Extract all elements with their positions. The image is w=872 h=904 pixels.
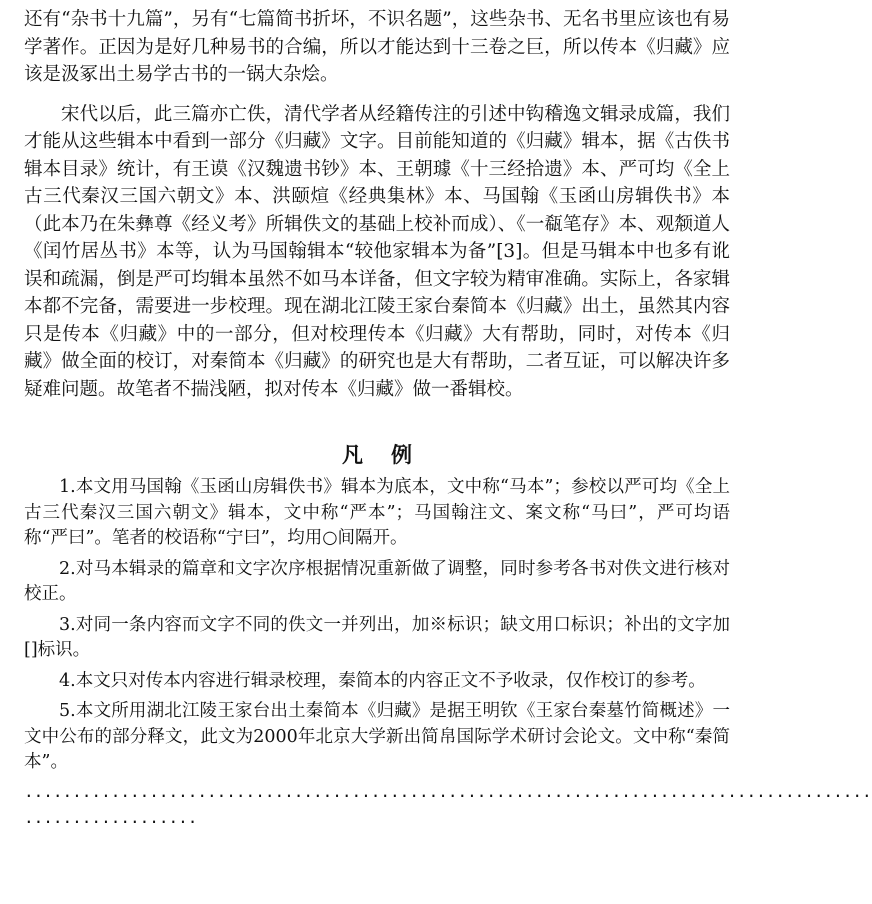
rule-item-1: 1.本文用马国翰《玉函山房辑佚书》辑本为底本，文中称“马本”；参校以严可均《全上古三代秦汉三国六朝文》辑本，文中称“严本”；马国翰注文、案文称“马曰”，严可均语称“严曰”。笔者的校语称“宁曰”，均用○间隔开。 bbox=[24, 477, 730, 548]
rule-item-5: 5.本文所用湖北江陵王家台出土秦简本《归藏》是据王明钦《王家台秦墓竹简概述》一文中公布的部分释文，此文为2000年北京大学新出简帛国际学术研讨会论文。文中称“秦简本”。 bbox=[24, 701, 730, 772]
rule-item-2: 2.对马本辑录的篇章和文字次序根据情况重新做了调整，同时参考各书对佚文进行核对校正。 bbox=[24, 558, 730, 604]
paragraph-song-dynasty: 宋代以后，此三篇亦亡佚，清代学者从经籍传注的引述中钩稽逸文辑录成篇，我们才能从这些辑本中看到一部分《归藏》文字。目前能知道的《归藏》辑本，据《古佚书辑本目录》统计，有王谟《汉魏遗书钞》本、王朝璩《十三经拾遗》本、严可均《全上古三代秦汉三国六朝文》本、洪颐煊《经典集林》本、马国翰《玉函山房辑佚书》本（此本乃在朱彝尊《经义考》所辑佚文的基础上校补而成）、《一瓻笔存》本、观颒道人《闰竹居丛书》本等，认为马国翰辑本“较他家辑本为备”[3]。但是马辑本中也多有讹误和疏漏，倒是严可均辑本虽然不如马本详备，但文字较为精审准确。实际上，各家辑本都不完备，需要进一步校理。现在湖北江陵王家台秦简本《归藏》出土，虽然其内容只是传本《归藏》中的一部分，但对校理传本《归藏》大有帮助，同时，对传本《归藏》做全面的校订，对秦简本《归藏》的研究也是大有帮助，二者互证，可以解决许多疑难问题。故笔者不揣浅陋，拟对传本《归藏》做一番辑校。 bbox=[24, 103, 730, 400]
document-page bbox=[24, 6, 872, 829]
rule-item-3: 3.对同一条内容而文字不同的佚文一并列出，加※标识；缺文用口标识；补出的文字加[]标识。 bbox=[24, 614, 730, 660]
section-title-fanli: 凡例 bbox=[342, 442, 440, 467]
paragraph-continuation: 还有“杂书十九篇”，另有“七篇简书折坏，不识名题”，这些杂书、无名书里应该也有易学著作。正因为是好几种易书的合编，所以才能达到十三卷之巨，所以传本《归藏》应该是汲冢出土易学古书的一锅大杂烩。 bbox=[24, 9, 730, 85]
ellipsis-line-1: ........................................................................................ bbox=[24, 781, 872, 801]
rule-item-4: 4.本文只对传本内容进行辑录校理，秦简本的内容正文不予收录，仅作校订的参考。 bbox=[59, 670, 706, 691]
ellipsis-line-2: .................. bbox=[24, 807, 198, 827]
